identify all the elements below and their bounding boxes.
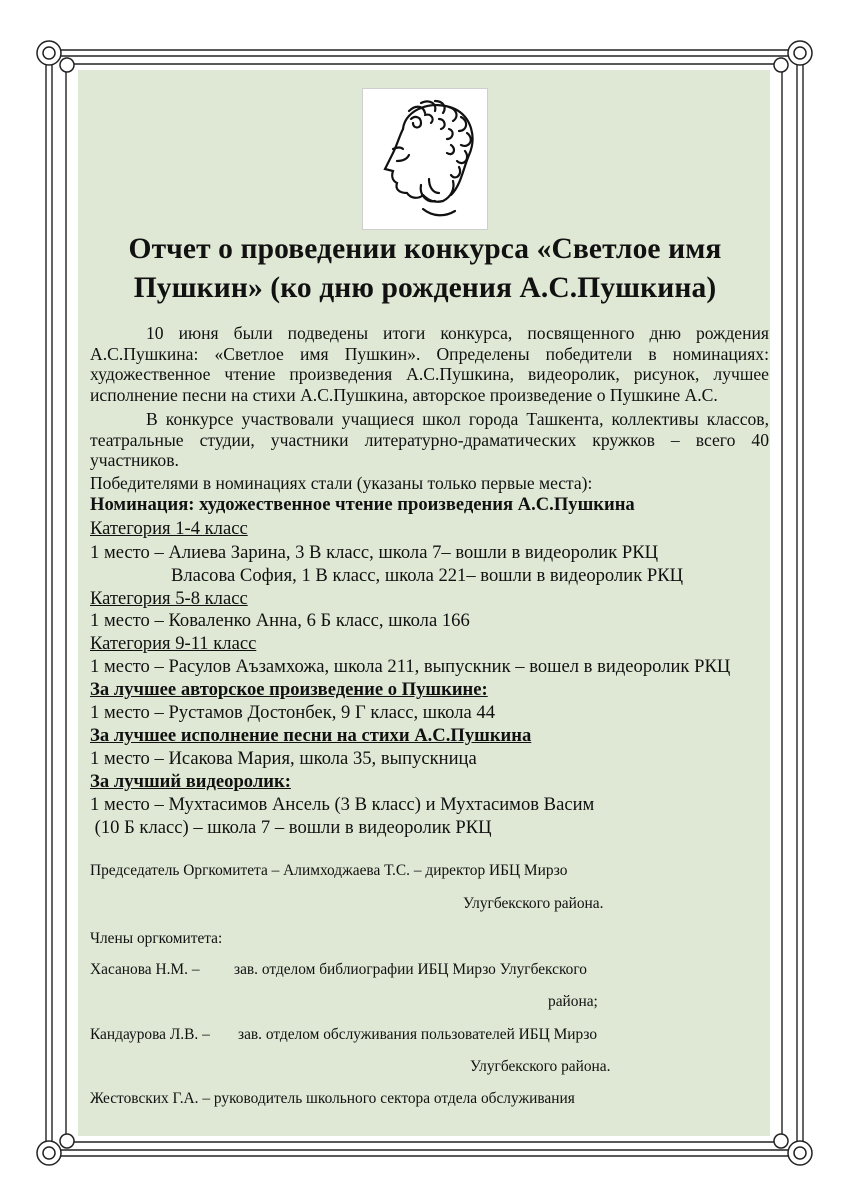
pushkin-portrait-icon: [363, 89, 487, 229]
category-5-8-label: Категория 5-8 класс: [90, 588, 248, 609]
video-winner-line-1: 1 место – Мухтасимов Ансель (3 В класс) и Мухтасимов Васим: [90, 794, 595, 815]
nomination-author-heading: За лучшее авторское произведение о Пушкине:: [90, 679, 488, 700]
members-label: Члены оргкомитета:: [90, 930, 223, 947]
category-1-4-label: Категория 1-4 класс: [90, 518, 248, 539]
page-title: [90, 230, 760, 308]
chair-line-2: Улугбекского района.: [463, 895, 604, 912]
participants-paragraph: В конкурсе участвовали учащиеся школ города Ташкента, коллективы классов, театральные студии, участники литературно-драматических кружков – всего 40 участников.: [90, 409, 769, 470]
nomination-song-heading: За лучшее исполнение песни на стихи А.С.Пушкина: [90, 725, 532, 746]
category-9-11-label: Категория 9-11 класс: [90, 633, 257, 654]
nomination-video-heading: За лучший видеоролик:: [90, 771, 291, 792]
title-line-1: Отчет о проведении конкурса «Светлое имя: [128, 233, 722, 265]
song-winner: 1 место – Исакова Мария, школа 35, выпускница: [90, 748, 477, 769]
member-1-name: Хасанова Н.М. –: [90, 961, 200, 978]
category-1-4-winner-1: 1 место – Алиева Зарина, 3 В класс, школа 7– вошли в видеоролик РКЦ: [90, 542, 659, 563]
category-5-8-winner: 1 место – Коваленко Анна, 6 Б класс, школа 166: [90, 610, 470, 631]
video-winner-line-2: (10 Б класс) – школа 7 – вошли в видеоролик РКЦ: [90, 817, 492, 838]
author-winner: 1 место – Рустамов Достонбек, 9 Г класс, школа 44: [90, 702, 496, 723]
intro-paragraph: 10 июня были подведены итоги конкурса, посвященного дню рождения А.С.Пушкина: «Светлое имя Пушкин». Определены победители в номинациях: художественное чтение произведения А.С.Пушкина, видеоролик, рисунок, лучшее исполнение песни на стихи А.С.Пушкина, авторское произведение о Пушкине А.С.: [90, 323, 769, 405]
title-line-2: Пушкин» (ко дню рождения А.С.Пушкина): [133, 272, 717, 304]
winners-intro: Победителями в номинациях стали (указаны только первые места):: [90, 473, 593, 493]
category-1-4-winner-2: Власова София, 1 В класс, школа 221– вошли в видеоролик РКЦ: [171, 565, 684, 586]
nomination-reading-heading: Номинация: художественное чтение произведения А.С.Пушкина: [90, 494, 635, 515]
portrait-image: [362, 88, 488, 230]
chair-line-1: Председатель Оргкомитета – Алимходжаева Т.С. – директор ИБЦ Мирзо: [90, 862, 568, 879]
member-1-role-cont: района;: [548, 993, 598, 1010]
member-2-role: зав. отделом обслуживания пользователей ИБЦ Мирзо: [238, 1026, 598, 1043]
member-2-role-cont: Улугбекского района.: [470, 1058, 611, 1075]
member-2-name: Кандаурова Л.В. –: [90, 1026, 210, 1043]
member-1-role: зав. отделом библиографии ИБЦ Мирзо Улугбекского: [234, 961, 587, 978]
category-9-11-winner: 1 место – Расулов Аъзамхожа, школа 211, выпускник – вошел в видеоролик РКЦ: [90, 656, 731, 677]
member-3-line: Жестовских Г.А. – руководитель школьного сектора отдела обслуживания: [90, 1090, 575, 1107]
